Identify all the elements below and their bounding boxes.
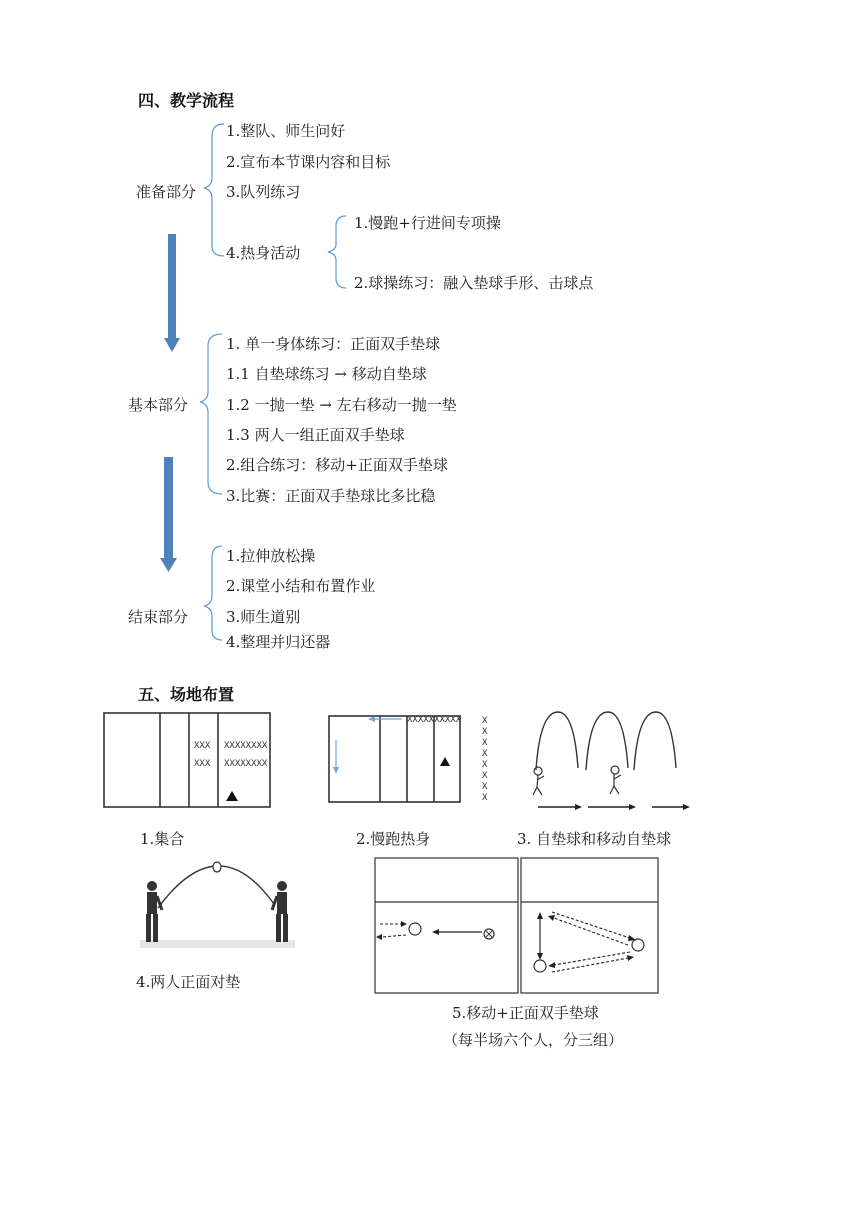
svg-text:X: X bbox=[482, 793, 488, 803]
teacher-triangle-icon bbox=[226, 791, 238, 801]
end-item-1: 1.拉伸放松操 bbox=[226, 547, 316, 565]
prep-item-3: 3.队列练习 bbox=[226, 183, 301, 201]
end-item-2: 2.课堂小结和布置作业 bbox=[226, 577, 376, 595]
basic-item-1: 1. 单一身体练习：正面双手垫球 bbox=[226, 335, 441, 353]
section-5-title: 五、场地布置 bbox=[138, 685, 235, 704]
end-item-4: 4.整理并归还器 bbox=[226, 633, 331, 651]
end-label: 结束部分 bbox=[128, 608, 189, 626]
fig1-x-row-a: XXX bbox=[194, 741, 211, 751]
basic-item-5: 2.组合练习：移动+正面双手垫球 bbox=[226, 456, 448, 474]
prep-item-2: 2.宣布本节课内容和目标 bbox=[226, 153, 391, 171]
svg-text:X: X bbox=[482, 727, 488, 737]
fig5-note: （每半场六个人，分三组） bbox=[443, 1031, 624, 1049]
fig1-x-row-d: XXXXXXXX bbox=[224, 759, 268, 769]
basic-item-3: 1.2 一抛一垫 → 左右移动一抛一垫 bbox=[226, 396, 457, 414]
prep-item-1: 1.整队、师生问好 bbox=[226, 122, 346, 140]
fig1-x-row-b: XXX bbox=[194, 759, 211, 769]
fig3-self-pass-diagram bbox=[533, 712, 690, 810]
fig2-caption: 2.慢跑热身 bbox=[356, 830, 431, 848]
svg-text:X: X bbox=[482, 716, 488, 726]
basic-item-6: 3.比赛：正面双手垫球比多比稳 bbox=[226, 487, 436, 505]
svg-text:X: X bbox=[482, 771, 488, 781]
prep-item-4: 4.热身活动 bbox=[226, 244, 301, 262]
fig2-court-diagram bbox=[329, 715, 488, 803]
fig4-caption: 4.两人正面对垫 bbox=[136, 973, 241, 991]
player-figure-icon bbox=[146, 881, 162, 942]
warmup-item-2: 2.球操练习：融入垫球手形、击球点 bbox=[354, 274, 594, 292]
end-item-3: 3.师生道别 bbox=[226, 608, 301, 626]
teacher-triangle-icon bbox=[440, 757, 450, 766]
basic-item-2: 1.1 自垫球练习 → 移动自垫球 bbox=[226, 365, 427, 383]
fig4-pair-pass-diagram bbox=[140, 862, 295, 948]
fig1-x-row-c: XXXXXXXX bbox=[224, 741, 268, 751]
fig5-court-right bbox=[521, 858, 658, 993]
fig5-caption: 5.移动+正面双手垫球 bbox=[452, 1004, 599, 1022]
warmup-item-1: 1.慢跑+行进间专项操 bbox=[354, 214, 501, 232]
fig3-caption: 3. 自垫球和移动自垫球 bbox=[517, 830, 672, 848]
svg-text:X: X bbox=[482, 738, 488, 748]
player-figure-icon bbox=[272, 881, 288, 942]
section-4-title: 四、教学流程 bbox=[138, 91, 235, 110]
player-figure-icon bbox=[533, 767, 544, 795]
basic-item-4: 1.3 两人一组正面双手垫球 bbox=[226, 426, 405, 444]
fig1-caption: 1.集合 bbox=[140, 830, 185, 848]
fig1-court-diagram bbox=[104, 713, 270, 807]
fig5-court-left bbox=[375, 858, 518, 993]
basic-label: 基本部分 bbox=[128, 396, 189, 414]
player-figure-icon bbox=[610, 766, 621, 794]
svg-text:X: X bbox=[482, 782, 488, 792]
prep-label: 准备部分 bbox=[136, 183, 197, 201]
fig2-x-top-row: XXXXXXXXXX bbox=[407, 715, 462, 725]
svg-text:X: X bbox=[482, 760, 488, 770]
fig2-x-side-column bbox=[482, 716, 488, 803]
svg-text:X: X bbox=[482, 749, 488, 759]
ball-icon bbox=[213, 862, 221, 872]
